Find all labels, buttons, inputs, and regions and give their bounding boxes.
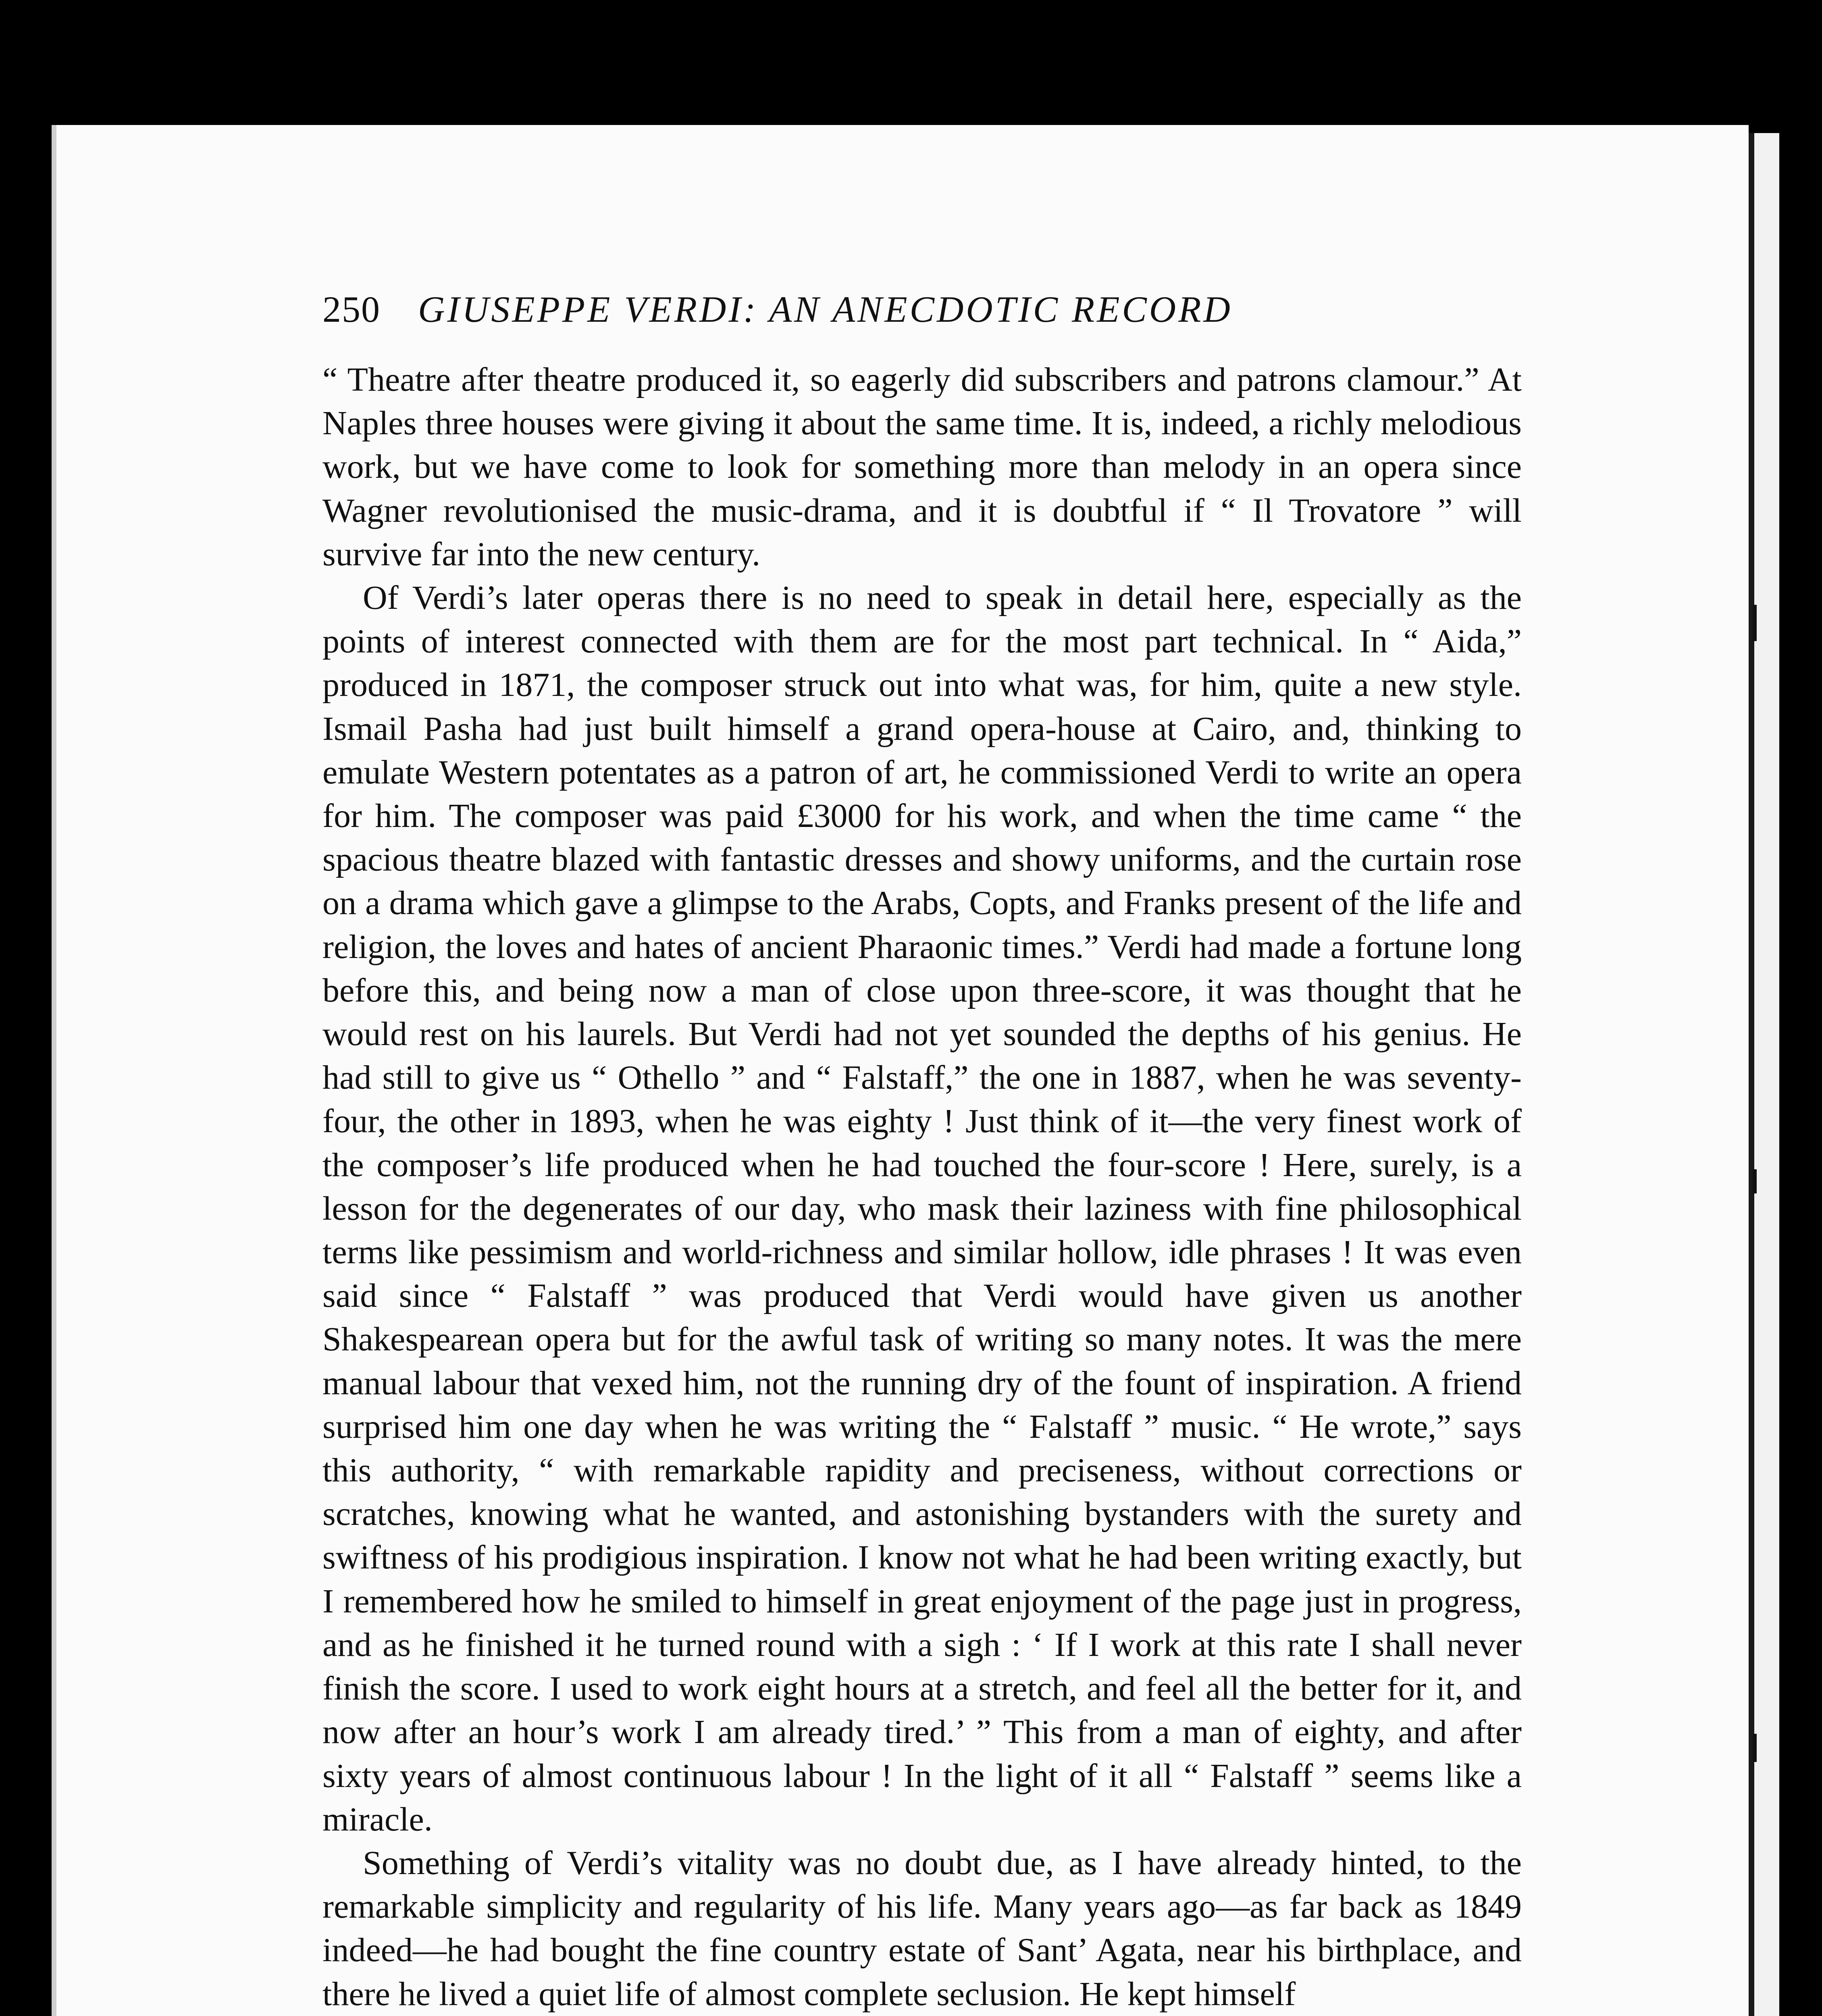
running-title: GIUSEPPE VERDI: AN ANECDOTIC RECORD (418, 289, 1233, 330)
binding-mark (1753, 1734, 1757, 1762)
paragraph: Of Verdi’s later operas there is no need to speak in detail here, especially as the points of interest connected with them are for the most part technical. In “ Aida,” produced in 1871, the composer struck out into what was, for him, quite a new style. Ismail Pasha had just built himself a grand opera-house at Cairo, and, thinking to emulate Western potentates as a patron of art, he commissioned Verdi to write an opera for him. The composer was paid £3000 for his work, and when the time came “ the spacious theatre blazed with fantastic dresses and showy uniforms, and the curtain rose on a drama which gave a glimpse to the Arabs, Copts, and Franks present of the life and religion, the loves and hates of ancient Pharaonic times.” Verdi had made a fortune long before this, and being now a man of close upon three-score, it was thought that he would rest on his laurels. But Verdi had not yet sounded the depths of his genius. He had still to give us “ Othello ” and “ Falstaff,” the one in 1887, when he was seventy-four, the other in 1893, when he was eighty ! Just think of it—the very finest work of the composer’s life produced when he had touched the four-score ! Here, surely, is a lesson for the degenerates of our day, who mask their laziness with fine philosophical terms like pessimism and world-richness and similar hollow, idle phrases ! It was even said since “ Falstaff ” was produced that Verdi would have given us another Shakespearean opera but for the awful task of writing so many notes. It was the mere manual labour that vexed him, not the running dry of the fount of inspiration. A friend surprised him one day when he was writing the “ Falstaff ” music. “ He wrote,” says this authority, “ with remarkable rapidity and preciseness, without corrections or scratches, knowing what he wanted, and astonishing bystanders with the surety and swiftness of his prodigious inspiration. I know not what he had been writing exactly, but I remembered how he smiled to himself in great enjoyment of the page just in progress, and as he finished it he turned round with a sigh : ‘ If I work at this rate I shall never finish the score. I used to work eight hours at a stretch, and feel all the better for it, and now after an hour’s work I am already tired.’ ” This from a man of eighty, and after sixty years of almost continuous labour ! In the light of it all “ Falstaff ” seems like a miracle. (322, 579, 1522, 1838)
paragraph: “ Theatre after theatre produced it, so eagerly did subscribers and patrons clamour.” At Naples three houses were giving it about the same time. It is, indeed, a richly melodious work, but we have come to look for something more than melody in an opera since Wagner revolutionised the music-drama, and it is doubtful if “ Il Trovatore ” will survive far into the new century. (322, 361, 1522, 573)
binding-mark (1753, 1169, 1757, 1193)
body-text (322, 358, 1522, 2016)
binding-mark (1753, 605, 1757, 641)
page-number: 250 (322, 289, 381, 330)
page-edge-shadow (52, 125, 56, 2016)
running-head (322, 287, 1391, 331)
paragraph: Something of Verdi’s vitality was no doubt due, as I have already hinted, to the remarkable simplicity and regularity of his life. Many years ago—as far back as 1849 indeed—he had bought the fine country estate of Sant’ Agata, near his birthplace, and there he lived a quiet life of almost complete seclusion. He kept himself (322, 1844, 1522, 2013)
